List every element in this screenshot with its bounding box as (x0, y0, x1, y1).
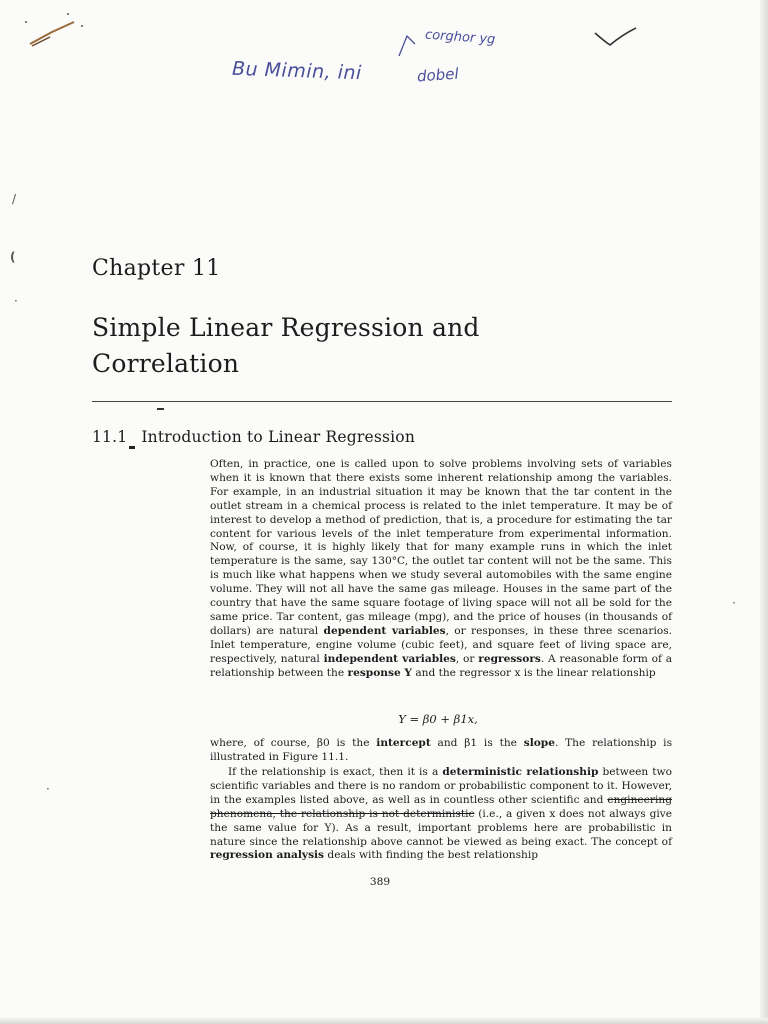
paragraph-text: , or (455, 652, 475, 665)
paragraph-text: (i.e., a given x does not always give the same value for Y). As a result, important problems here are probabilistic in nature since the relationship above cannot be viewed as being exact. The concept of (210, 807, 672, 848)
paragraph-text: where, of course, β0 is the (210, 737, 370, 749)
paragraph-text: and the regressor x is the linear relationship (415, 666, 656, 679)
divider-tick-mark (157, 408, 164, 410)
page-number: 389 (369, 876, 391, 888)
margin-mark: · (732, 596, 736, 610)
paragraph-text: If the relationship is exact, then it is a (228, 766, 439, 778)
regression-equation (0, 712, 768, 726)
scan-right-edge (760, 0, 768, 1024)
paragraph-text: between two scientific variables and there is no random or probabilistic component to it. However, in the examples listed above, as well as in countless other scientific and (210, 766, 672, 806)
paragraph-text: . A reasonable form of a relationship between the (210, 652, 673, 679)
paragraph-deterministic (210, 766, 672, 863)
term-intercept: intercept (376, 737, 431, 749)
paragraph-intercept-slope (210, 737, 672, 765)
term-regression-analysis: regression analysis (210, 849, 325, 862)
paragraph-intro (210, 458, 672, 681)
handwritten-note-main: Bu Mimin, ini (231, 57, 363, 85)
margin-mark: · (14, 294, 18, 308)
equation-text: Y = β0 + β1x, (398, 712, 478, 726)
term-independent-variables: independent variables (323, 652, 456, 665)
section-heading (92, 428, 415, 446)
check-mark-icon (592, 25, 638, 51)
insertion-caret-mark (395, 30, 421, 60)
section-pen-mark (129, 446, 135, 449)
section-title: Introduction to Linear Regression (141, 428, 415, 446)
paragraph-text: deals with finding the best relationship (327, 849, 539, 862)
struck-through-text: engineering phenomena, the relationship is not deterministic (210, 793, 672, 820)
handwritten-note-side: dobel (416, 64, 460, 86)
paragraph-text: , or responses, in these three scenarios. Inlet temperature, engine volume (cubic feet), and square feet of living space are, respectively, natural (210, 624, 673, 665)
section-number: 11.1 (92, 428, 128, 446)
scan-bottom-edge (0, 1018, 768, 1024)
margin-mark: / (12, 192, 17, 206)
margin-mark: · (46, 782, 50, 796)
term-slope: slope (523, 737, 555, 749)
term-regressors: regressors (478, 652, 541, 665)
chapter-title-line2: Correlation (92, 349, 240, 378)
paragraph-text: Often, in practice, one is called upon to solve problems involving sets of variables when it is known that there exists some inherent relationship among the variables. For example, in an industrial situation it may be known that the tar content in the outlet stream in a chemical process is related to the inlet temperature. It may be of interest to develop a method of prediction, that is, a procedure for estimating the tar content for various levels of the inlet temperature from experimental information. Now, of course, it is highly likely that for many example runs in which the inlet temperature is the same, say 130°C, the outlet tar content will not be the same. This is much like what happens when we study several automobiles with the same engine volume. They will not all have the same gas mileage. Houses in the same part of the country that have the same square footage of living space will not all be sold for the same price. Tar content, gas mileage (mpg), and the price of houses (in thousands of dollars) are natural (210, 458, 672, 637)
margin-mark: ( (10, 250, 16, 264)
handwritten-note-top: corghor yg (424, 27, 496, 48)
chapter-title (92, 310, 652, 382)
torn-corner-mark (22, 10, 92, 55)
term-dependent-variables: dependent variables (323, 624, 446, 637)
paragraph-text: and β1 is the (437, 737, 517, 749)
term-response: response Y (347, 666, 412, 679)
chapter-title-line1: Simple Linear Regression and (92, 313, 480, 342)
term-deterministic-relationship: deterministic relationship (442, 766, 599, 778)
paragraph-text: . The relationship is illustrated in Figure 11.1. (210, 737, 673, 763)
title-divider (92, 401, 672, 402)
chapter-label: Chapter 11 (92, 256, 221, 281)
